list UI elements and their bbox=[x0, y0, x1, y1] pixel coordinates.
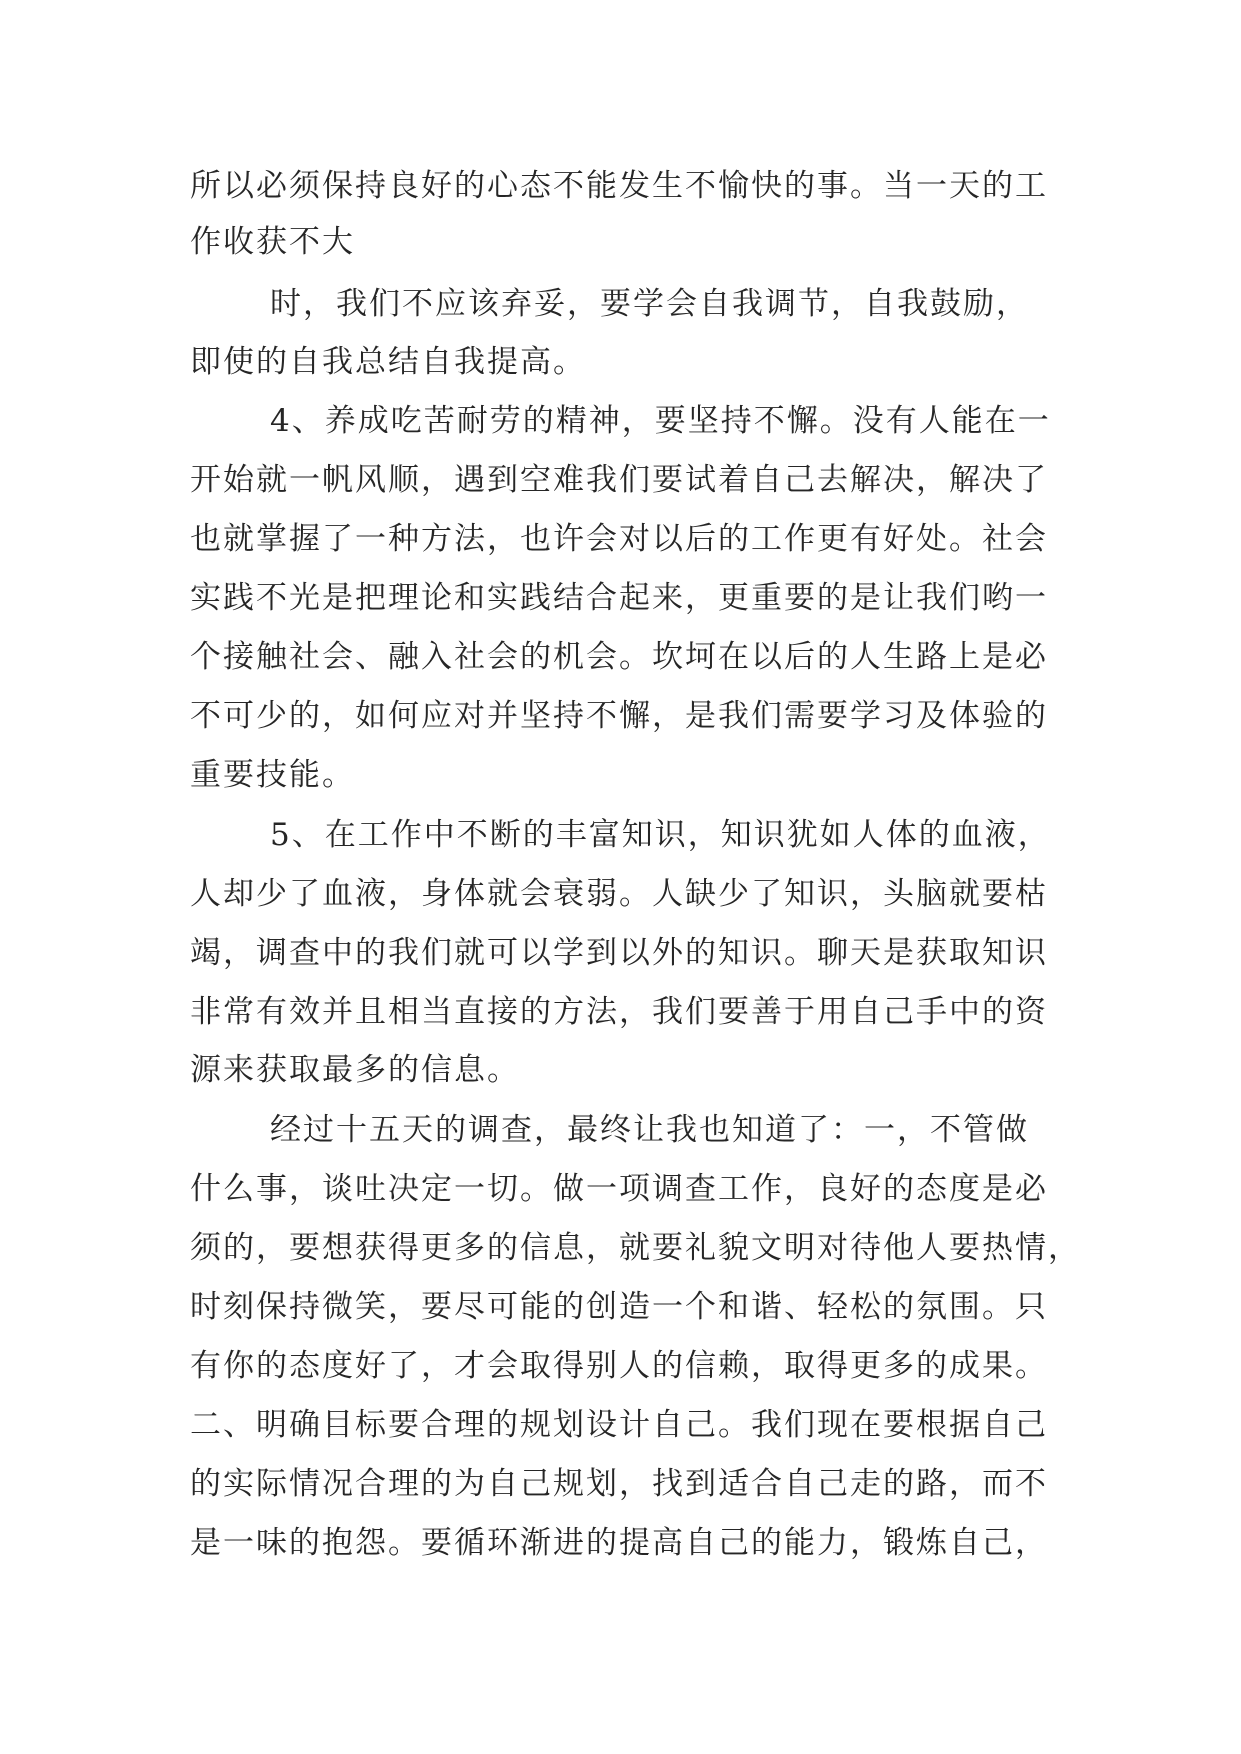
paragraph-line: 时刻保持微笑，要尽可能的创造一个和谐、轻松的氛围。只 bbox=[190, 1289, 1048, 1325]
paragraph-line: 是一味的抱怨。要循环渐进的提高自己的能力，锻炼自己， bbox=[190, 1525, 1048, 1561]
paragraph-line: 即使的自我总结自我提高。 bbox=[190, 344, 586, 380]
paragraph-line: 竭，调查中的我们就可以学到以外的知识。聊天是获取知识 bbox=[190, 935, 1048, 971]
paragraph-line: 有你的态度好了，才会取得别人的信赖，取得更多的成果。 bbox=[190, 1348, 1048, 1384]
paragraph-line: 4、养成吃苦耐劳的精神，要坚持不懈。没有人能在一 bbox=[270, 403, 1051, 439]
paragraph-line: 实践不光是把理论和实践结合起来，更重要的是让我们哟一 bbox=[190, 580, 1048, 616]
paragraph-line: 的实际情况合理的为自己规划，找到适合自己走的路，而不 bbox=[190, 1466, 1048, 1502]
paragraph-line: 也就掌握了一种方法，也许会对以后的工作更有好处。社会 bbox=[190, 521, 1048, 557]
paragraph-line: 个接触社会、融入社会的机会。坎坷在以后的人生路上是必 bbox=[190, 639, 1048, 675]
paragraph-line: 作收获不大 bbox=[190, 224, 355, 260]
paragraph-line: 所以必须保持良好的心态不能发生不愉快的事。当一天的工 bbox=[190, 168, 1048, 204]
paragraph-line: 时，我们不应该弃妥，要学会自我调节，自我鼓励， bbox=[270, 286, 1029, 322]
paragraph-line: 不可少的，如何应对并坚持不懈，是我们需要学习及体验的 bbox=[190, 698, 1048, 734]
paragraph-line: 须的，要想获得更多的信息，就要礼貌文明对待他人要热情， bbox=[190, 1230, 1081, 1266]
paragraph-line: 人却少了血液，身体就会衰弱。人缺少了知识，头脑就要枯 bbox=[190, 876, 1048, 912]
paragraph-line: 经过十五天的调查，最终让我也知道了：一，不管做 bbox=[270, 1112, 1029, 1148]
paragraph-line: 5、在工作中不断的丰富知识，知识犹如人体的血液， bbox=[270, 817, 1051, 853]
paragraph-line: 开始就一帆风顺，遇到空难我们要试着自己去解决，解决了 bbox=[190, 462, 1048, 498]
paragraph-line: 二、明确目标要合理的规划设计自己。我们现在要根据自己 bbox=[190, 1407, 1048, 1443]
paragraph-line: 源来获取最多的信息。 bbox=[190, 1052, 520, 1088]
paragraph-line: 非常有效并且相当直接的方法，我们要善于用自己手中的资 bbox=[190, 994, 1048, 1030]
paragraph-line: 重要技能。 bbox=[190, 757, 355, 793]
paragraph-line: 什么事，谈吐决定一切。做一项调查工作，良好的态度是必 bbox=[190, 1171, 1048, 1207]
